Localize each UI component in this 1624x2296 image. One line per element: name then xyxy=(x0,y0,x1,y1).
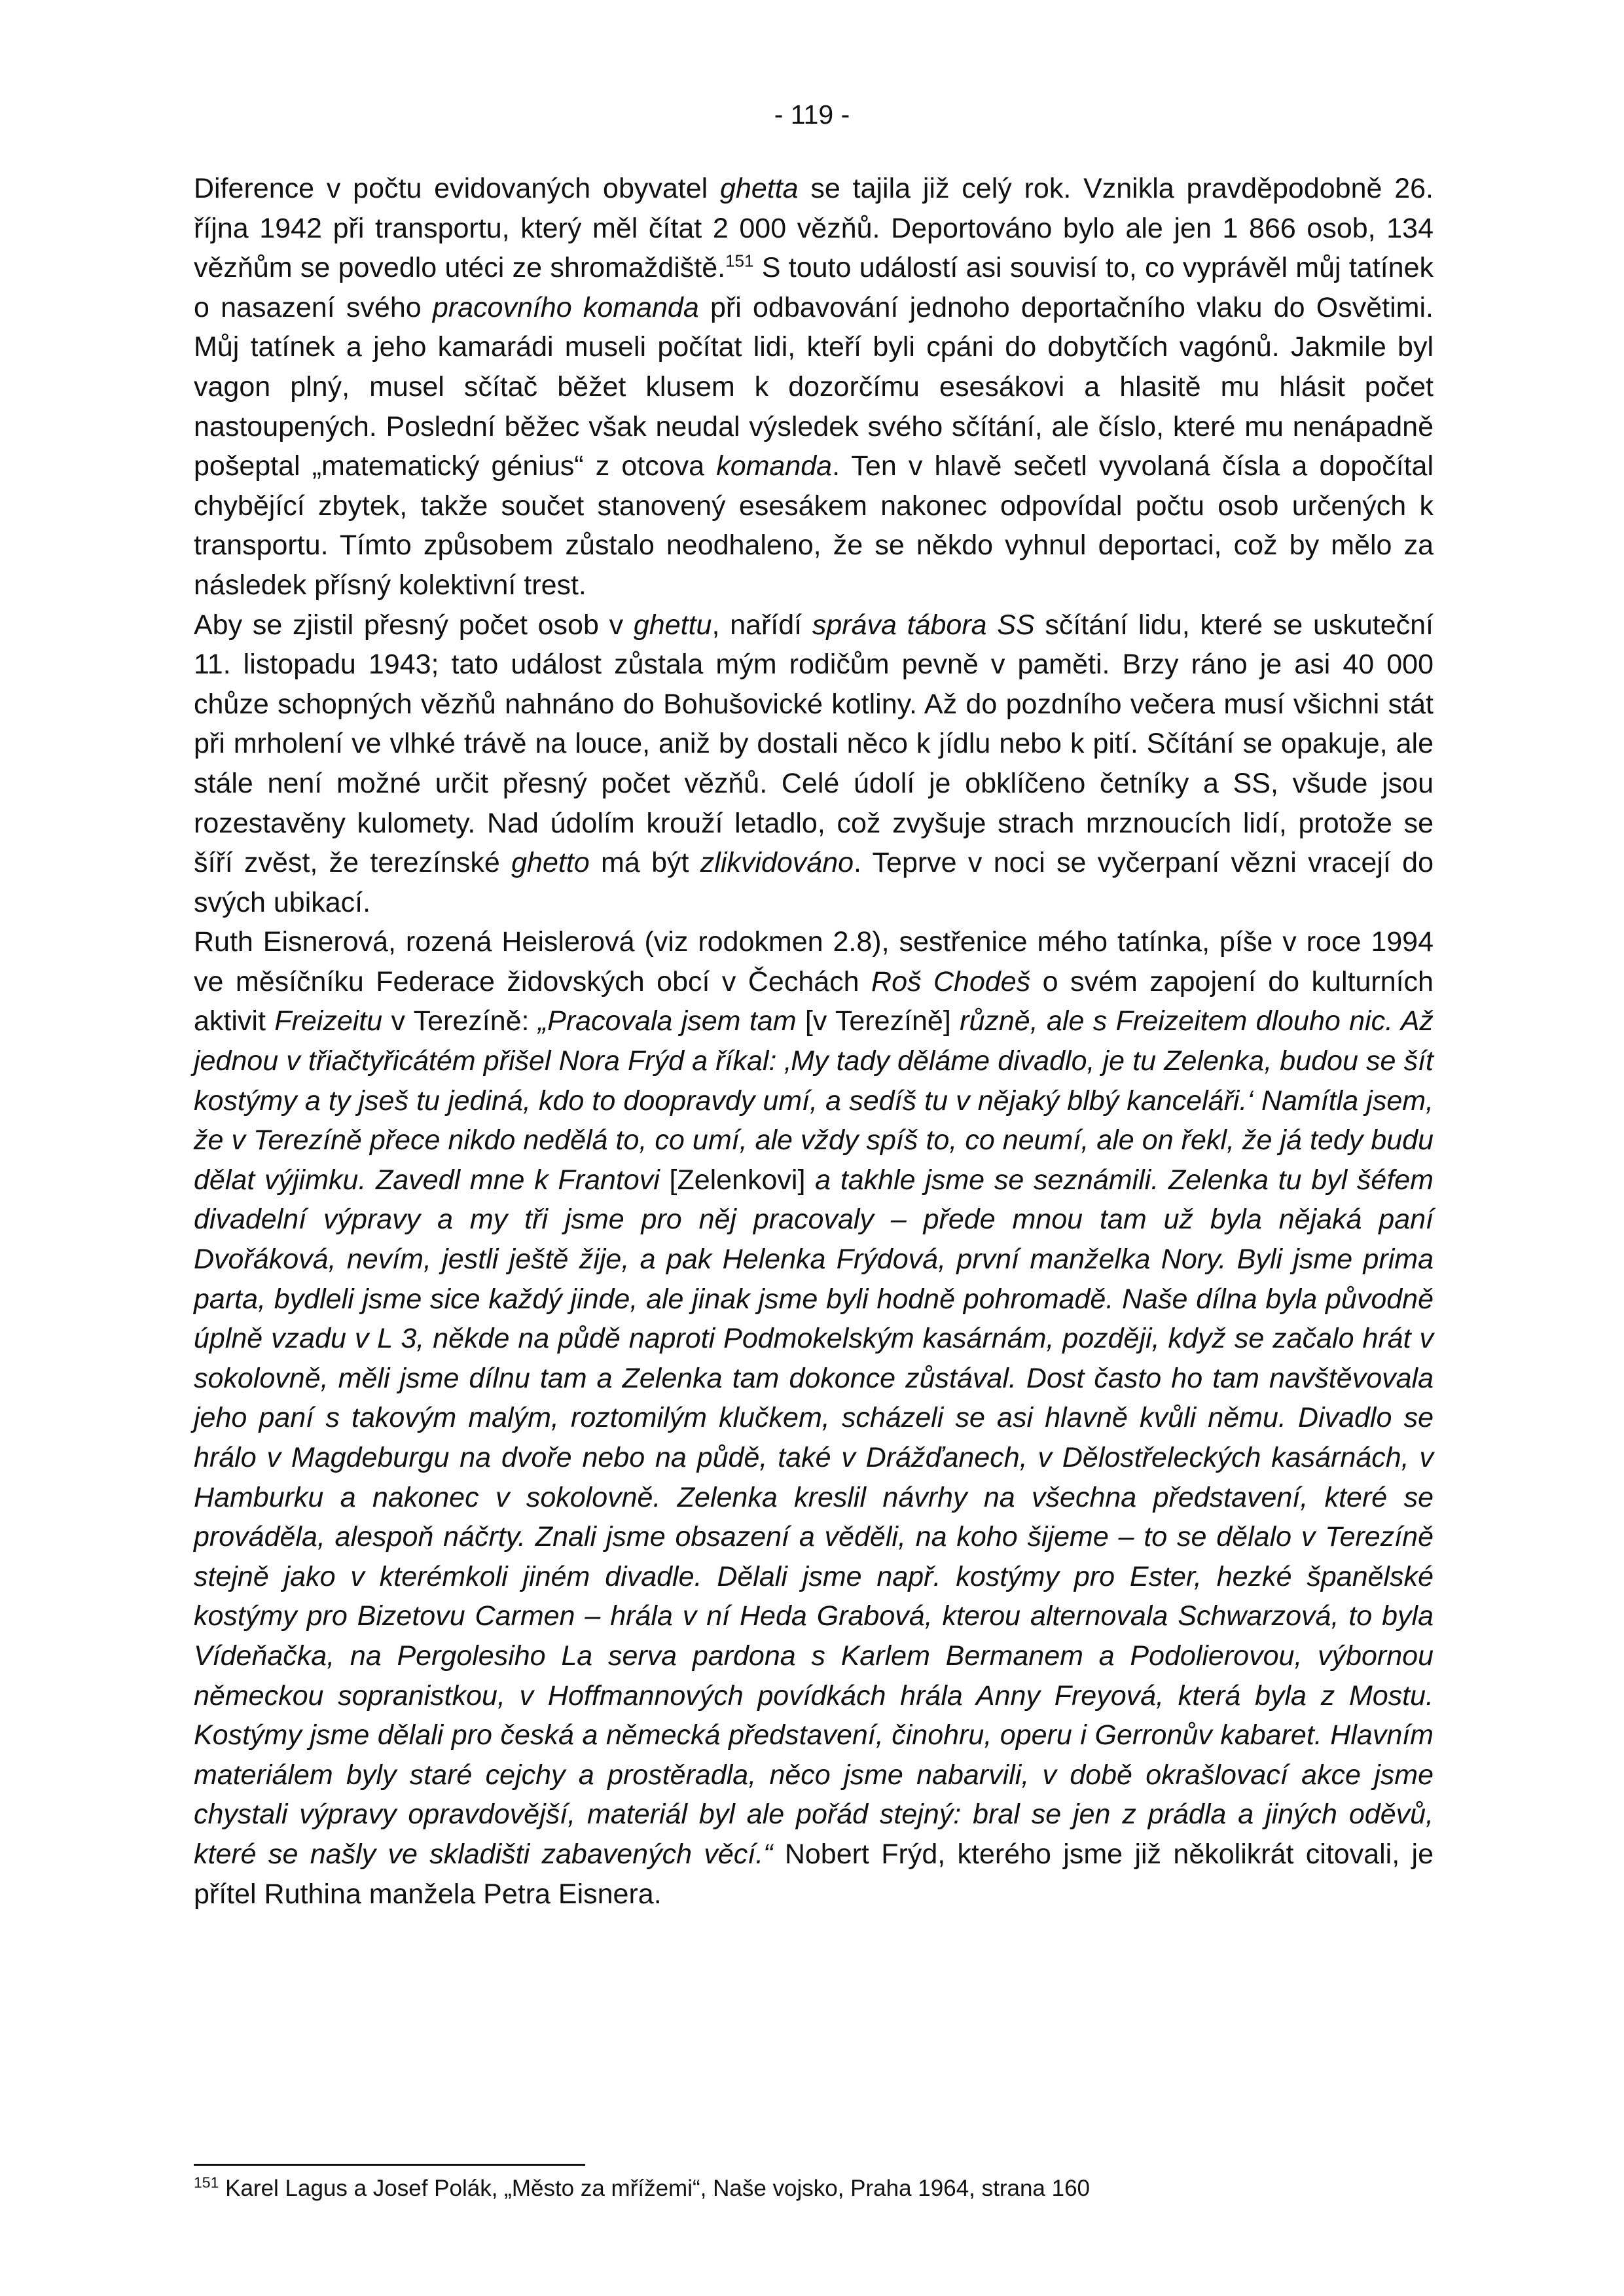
text-segment: o svém zapojení do kulturních aktivit xyxy=(194,965,1434,1037)
text-segment: sčítání lidu, které se uskuteční 11. listopadu 1943; tato událost zůstala mým rodičům pevně v paměti. Brzy ráno je asi 40 000 chůze schopných vězňů nahnáno do Bohušovické kotliny. Až do pozdního večera musí všichni stát při mrholení ve vlhké trávě na louce, aniž by dostali něco k jídlu nebo k pití. Sčítání se opakuje, ale stále není možné určit přesný počet vězňů. Celé údolí je obklíčeno četníky a SS, všude jsou rozestavěny kulomety. Nad údolím krouží letadlo, což zvyšuje strach mrznoucích lidí, protože se šíří zvěst, že terezínské xyxy=(194,609,1434,879)
text-segment: . Teprve v noci se vyčerpaní vězni vracejí do svých ubikací. xyxy=(194,847,1434,918)
text-segment: se tajila již celý rok. Vznikla pravděpodobně 26. října 1942 při transportu, který měl čítat 2 000 vězňů. Deportováno bylo ale jen 1 866 osob, 134 vězňům se povedlo utéci ze shromaždiště. xyxy=(194,173,1434,284)
italic-term: ghettu xyxy=(633,609,712,641)
text-segment: má být xyxy=(589,847,700,879)
quote-segment: a takhle jsme se seznámili. Zelenka tu byl šéfem divadelní výpravy a my tři jsme pro něj pracovaly – přede mnou tam už byla nějaká paní Dvořáková, nevím, jestli ještě žije, a pak Helenka Frýdová, první manželka Nory. Byli jsme prima parta, bydleli jsme sice každý jinde, ale jinak jsme byli hodně pohromadě. Naše dílna byla původně úplně vzadu v L 3, někde na půdě naproti Podmokelským kasárnám, později, když se začalo hrát v sokolovně, měli jsme dílnu tam a Zelenka tam dokonce zůstával. Dost často ho tam navštěvovala jeho paní s takovým malým, roztomilým klučkem, scházeli se asi hlavně kvůli němu. Divadlo se hrálo v Magdeburgu na dvoře nebo na půdě, také v Drážďanech, v Dělostřeleckých kasárnách, v Hamburku a nakonec v sokolovně. Zelenka kreslil návrhy na všechna představení, které se prováděla, alespoň náčrty. Znali jsme obsazení a věděli, na koho šijeme – to se dělalo v Terezíně stejně jako v kterémkoli jiném divadle. Dělali jsme např. kostýmy pro Ester, hezké španělské kostýmy pro Bizetovu Carmen – hrála v ní Heda Grabová, kterou alternovala Schwarzová, to byla Vídeňačka, na Pergolesiho La serva pardona s Karlem Bermanem a Podolierovou, výbornou německou sopranistkou, v Hoffmannových povídkách hrála Anny Freyová, která byla z Mostu. Kostýmy jsme dělali pro česká a německá představení, činohru, operu i Gerronův kabaret. Hlavním materiálem byly staré cejchy a prostěradla, něco jsme nabarvili, v době okrašlovací akce jsme chystali výpravy opravdovější, materiál byl ale pořád stejný: bral se jen z prádla a jiných oděvů, které se našly ve skladišti zabavených věcí.“ xyxy=(194,1164,1434,1870)
text-segment: Aby se zjistil přesný počet osob v xyxy=(194,609,634,641)
footnote xyxy=(194,2172,1434,2206)
text-segment: Nobert Frýd, kterého jsme již několikrát citovali, je přítel Ruthina manžela Petra Eisnera. xyxy=(194,1838,1434,1910)
italic-term: správa tábora SS xyxy=(812,609,1035,641)
text-segment: S touto událostí asi souvisí to, co vyprávěl můj tatínek o nasazení svého xyxy=(194,252,1434,323)
italic-term: ghetto xyxy=(511,847,590,879)
editorial-insert: [v Terezíně] xyxy=(796,1005,960,1037)
italic-term: pracovního komanda xyxy=(432,291,699,323)
paragraph xyxy=(194,922,1434,1914)
quote-segment: „Pracovala jsem tam xyxy=(537,1005,797,1037)
text-segment: , nařídí xyxy=(712,609,812,641)
paragraph xyxy=(194,169,1434,605)
page-number: - 119 - xyxy=(774,99,850,130)
text-segment: . Ten v hlavě sečetl vyvolaná čísla a dopočítal chybějící zbytek, takže součet stanovený esesákem nakonec odpovídal počtu osob určených k transportu. Tímto způsobem zůstalo neodhaleno, že se někdo vyhnul deportaci, což by mělo za následek přísný kolektivní trest. xyxy=(194,450,1434,601)
italic-term: ghetta xyxy=(720,173,799,204)
footnote-text: Karel Lagus a Josef Polák, „Město za mřížemi“, Naše vojsko, Praha 1964, strana 160 xyxy=(219,2176,1091,2201)
quote-segment: různě, ale s Freizeitem dlouho nic. Až jednou v třiačtyřicátém přišel Nora Frýd a říkal: ‚My tady děláme divadlo, je tu Zelenka, budou se šít kostýmy a ty jseš tu jediná, kdo to doopravdy umí, a sedíš tu v nějaký blbý kanceláři.‘ Namítla jsem, že v Terezíně přece nikdo nedělá to, co umí, ale vždy spíš to, co neumí, ale on řekl, že já tedy budu dělat výjimku. Zavedl mne k Frantovi xyxy=(194,1005,1434,1196)
text-segment: Ruth Eisnerová, rozená Heislerová (viz rodokmen 2.8), sestřenice mého tatínka, píše v roce 1994 ve měsíčníku Federace židovských obcí v Čechách xyxy=(194,926,1434,997)
footnote-number: 151 xyxy=(194,2174,219,2191)
editorial-insert: [Zelenkovi] xyxy=(659,1164,816,1196)
text-segment: v Terezíně: xyxy=(382,1005,538,1037)
italic-term: Freizeitu xyxy=(274,1005,383,1037)
paragraph xyxy=(194,605,1434,923)
footnote-separator xyxy=(194,2164,585,2166)
italic-term: zlikvidováno xyxy=(700,847,854,879)
body-text xyxy=(194,169,1434,1914)
italic-term: Roš Chodeš xyxy=(871,965,1031,997)
footnote-reference: 151 xyxy=(725,251,754,271)
text-segment: Diference v počtu evidovaných obyvatel xyxy=(194,173,721,204)
italic-term: komanda xyxy=(716,450,833,482)
text-segment: při odbavování jednoho deportačního vlaku do Osvětimi. Můj tatínek a jeho kamarádi museli počítat lidi, kteří byli cpáni do dobytčích vagónů. Jakmile byl vagon plný, musel sčítač běžet klusem k dozorčímu esesákovi a hlasitě mu hlásit počet nastoupených. Poslední běžec však neudal výsledek svého sčítání, ale číslo, které mu nenápadně pošeptal „matematický génius“ z otcova xyxy=(194,291,1434,482)
